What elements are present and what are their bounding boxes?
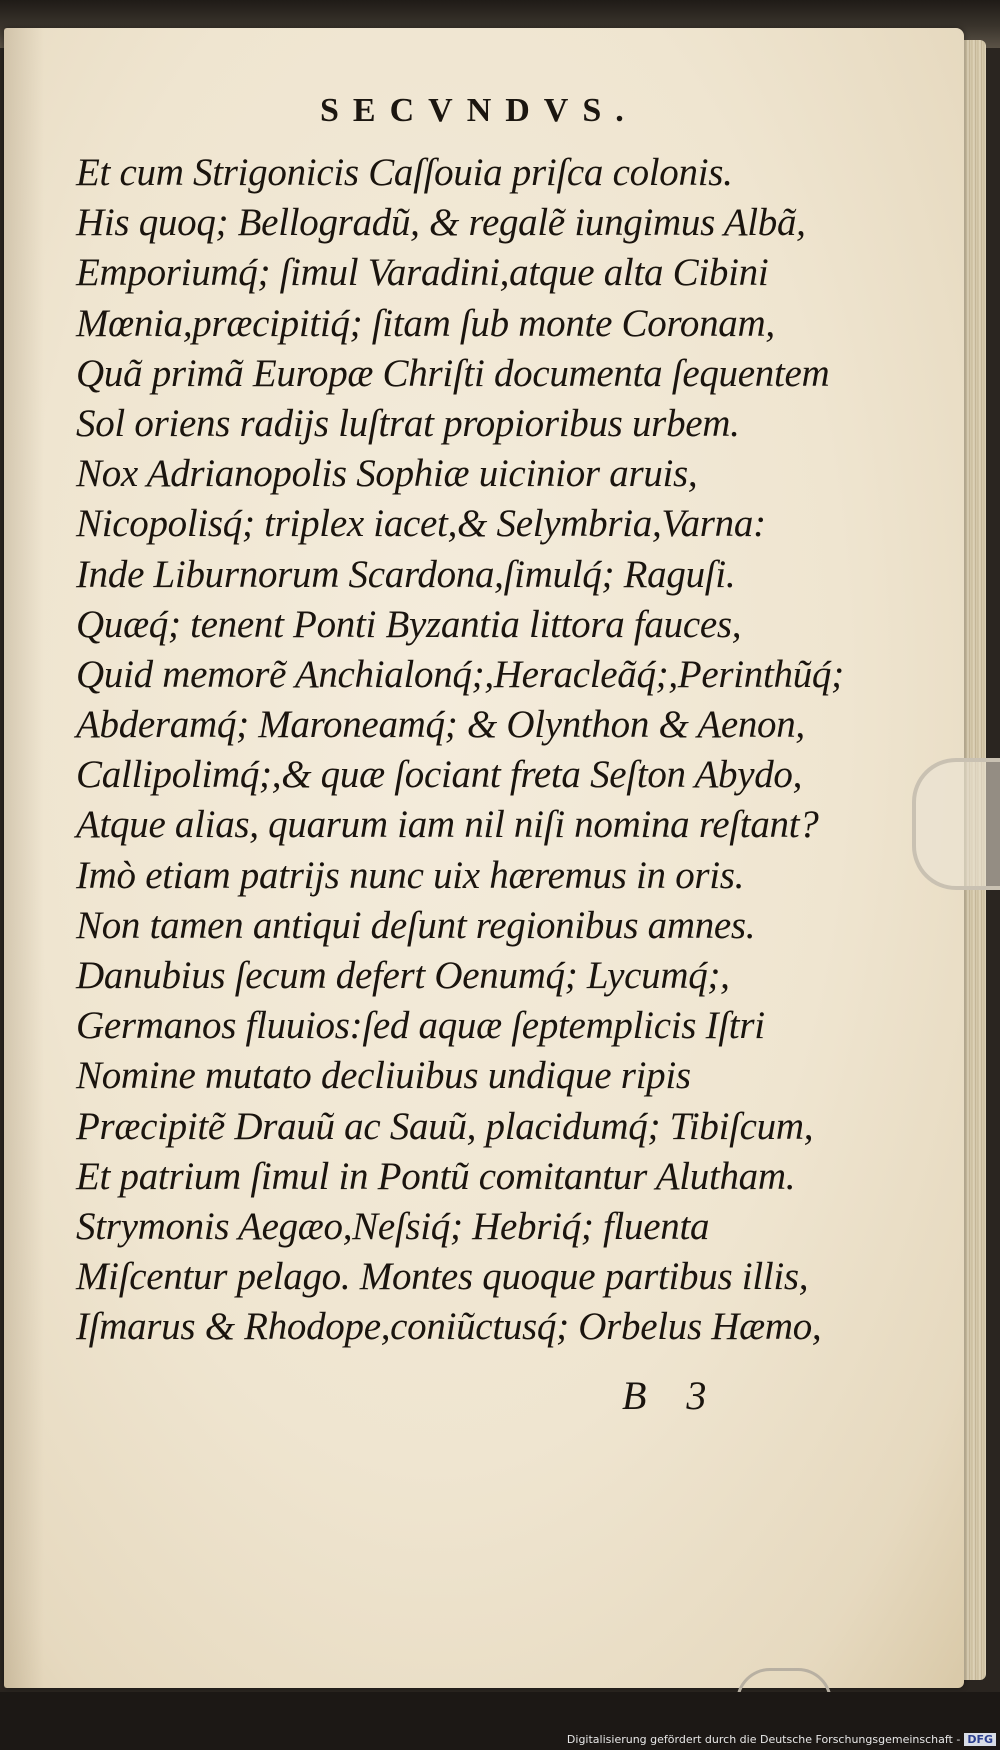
text-line: Strymonis Aegæo,Neſsiq́; Hebriq́; fluenta <box>76 1204 710 1248</box>
signature-mark: B 3 <box>622 1373 707 1418</box>
text-line: Nox Adrianopolis Sophiæ uicinior aruis, <box>76 452 698 496</box>
text-line: Imò etiam patrijs nunc uix hæremus in oris. <box>76 853 745 897</box>
poem-text <box>76 148 916 1353</box>
text-line: Germanos fluuios:ſed aquæ ſeptemplicis Iſtri <box>76 1004 765 1048</box>
page-clip <box>912 758 1000 890</box>
running-head: SECVNDVS. <box>320 92 638 129</box>
text-line: Abderamq́; Maroneamq́; & Olynthon & Aenon, <box>76 703 805 747</box>
text-line: Mœnia,præcipitiq́; ſitam ſub monte Coronam, <box>76 301 775 345</box>
dfg-logo: DFG <box>964 1733 996 1746</box>
text-line: Quã primã Europæ Chriſti documenta ſequentem <box>76 351 830 395</box>
text-line: Atque alias, quarum iam nil niſi nomina reſtant? <box>76 803 819 847</box>
text-line: Quæq́; tenent Ponti Byzantia littora fauces, <box>76 602 742 646</box>
text-line: Callipolimq́;,& quæ ſociant freta Seſton Abydo, <box>76 753 803 797</box>
text-line: Iſmarus & Rhodope,coniũctusq́; Orbelus Hæmo, <box>76 1305 822 1349</box>
text-line: Inde Liburnorum Scardona,ſimulq́; Raguſi. <box>76 552 736 596</box>
text-line: Nicopolisq́; triplex iacet,& Selymbria,Varna: <box>76 502 766 546</box>
text-line: Non tamen antiqui deſunt regionibus amnes. <box>76 903 756 947</box>
text-line: Præcipitẽ Drauũ ac Sauũ, placidumq́; Tibiſcum, <box>76 1104 814 1148</box>
text-line: His quoq; Bellogradũ, & regalẽ iungimus Albã, <box>76 201 806 245</box>
scan-bottom-band <box>0 1692 1000 1750</box>
text-line: Miſcentur pelago. Montes quoque partibus illis, <box>76 1255 809 1299</box>
text-line: Emporiumq́; ſimul Varadini,atque alta Cibini <box>76 251 769 295</box>
text-line: Danubius ſecum defert Oenumq́; Lycumq́;, <box>76 954 730 997</box>
text-line: Sol oriens radijs luſtrat propioribus urbem. <box>76 401 740 445</box>
text-line: Et patrium ſimul in Pontũ comitantur Alutham. <box>76 1154 796 1198</box>
footer-credit-text: Digitalisierung gefördert durch die Deutsche Forschungsgemeinschaft - <box>566 1733 961 1746</box>
text-line: Quid memorẽ Anchialonq́;,Heracleãq́;,Perinthũq́; <box>76 652 844 696</box>
text-line: Nomine mutato decliuibus undique ripis <box>76 1054 691 1098</box>
footer-credit <box>567 1733 996 1746</box>
text-line: Et cum Strigonicis Caſſouia priſca colonis. <box>76 151 733 194</box>
